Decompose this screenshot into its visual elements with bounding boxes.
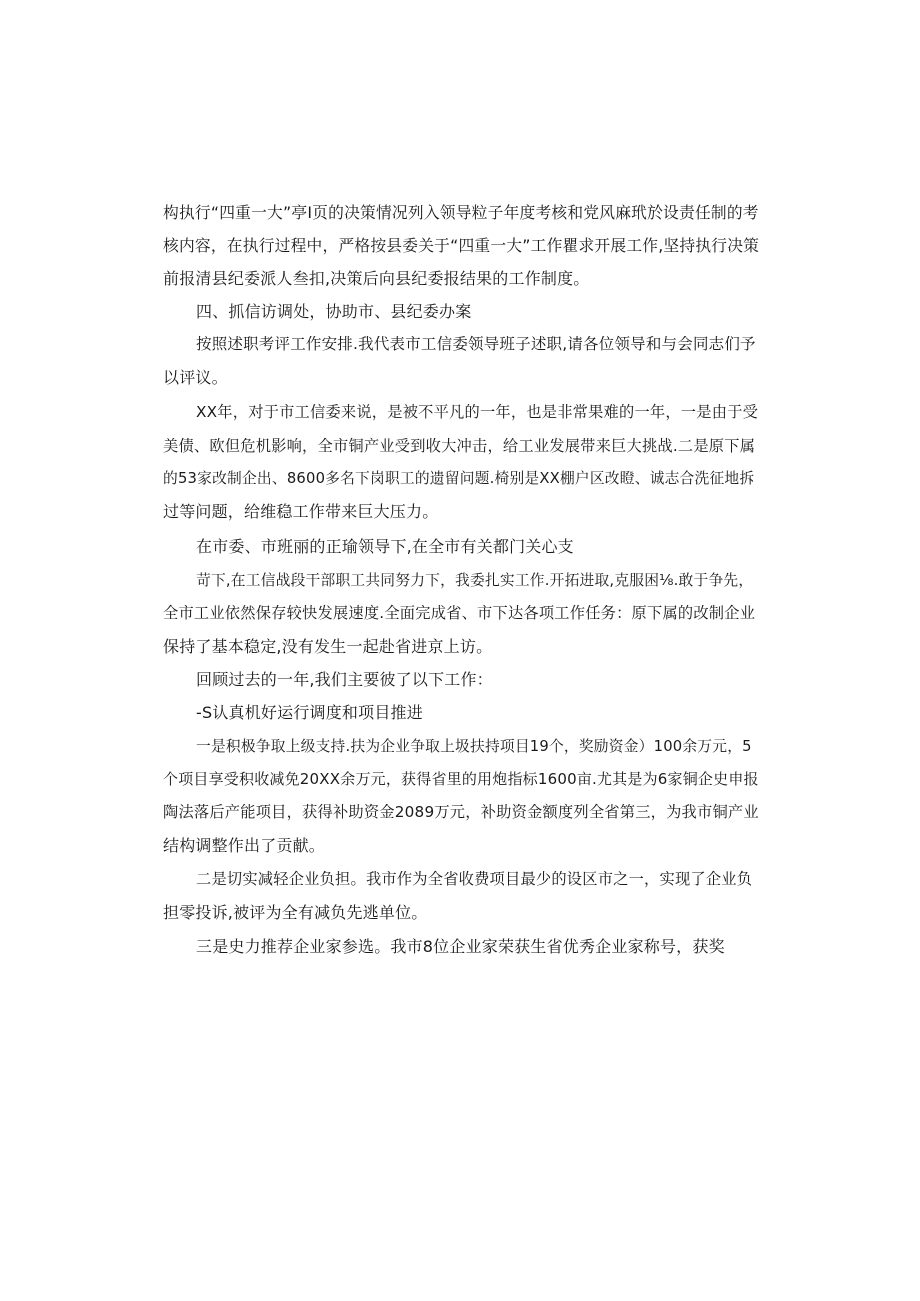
text-line: 在市委、市班丽的正瑜领导下,在全市有关都门关心支 — [196, 537, 574, 556]
text-line: 回顾过去的一年,我们主要彼了以下工作： — [196, 670, 493, 689]
section-heading: -S认真机好运行调度和项目推进 — [196, 703, 423, 722]
text-line: 结构调整作出了贡献。 — [163, 836, 326, 855]
text-line: 以评议。 — [163, 368, 228, 387]
text-line: 前报清县纪委派人叁扣,决策后向县纪委报结果的工作制度。 — [163, 269, 590, 288]
text-line: 保持了基本稳定,没有发生一起赴省进京上访。 — [163, 637, 493, 656]
text-line: 按照述职考评工作安排.我代表市工信委领导班子述职,请各位领导和与会同志们予 — [196, 335, 756, 353]
text-line: 美债、欧但危机影响，全市铜产业受到收大冲击，给工业发展带来巨大挑战.二是原下属 — [163, 437, 756, 455]
text-line: 全市工业依然保存较快发展速度.全面完成省、市下达各项工作任务：原下属的改制企业 — [163, 604, 756, 622]
text-line: 二是切实减轻企业负担。我市作为全省收费项目最少的设区市之一，实现了企业负 — [196, 870, 753, 888]
text-line: 核内容，在执行过程中，严格按县委关于“四重一大”工作瞿求开展工作,坚持执行决策 — [163, 236, 760, 255]
text-line: 担零投诉,被评为全有减负先逃单位。 — [163, 903, 428, 922]
text-line: 三是史力推荐企业家参选。我市8位企业家荣获生省优秀企业家称号，获奖 — [196, 937, 725, 956]
text-line: 个项目享受积收减免20XX余万元，获得省里的用炮指标1600亩.尤其是为6家铜企史申报 — [163, 770, 759, 788]
text-line: 苛下,在工信战段干部职工共同努力下，我委扎实工作.开拓进取,克服困⅛.敢于争先， — [196, 572, 754, 589]
text-line: 过等问题，给维稳工作带来巨大压力。 — [163, 502, 439, 521]
text-line: 的53家改制企出、8600多名下岗职工的遗留问题.椅别是XX棚户区改瞪、诚志合洗征地拆 — [163, 470, 755, 487]
text-line: 一是积极争取上级支持.扶为企业争取上圾扶持项目19个，奖励资金）100余万元，5 — [196, 738, 752, 755]
text-line: XX年，对于市工信委来说，是被不平凡的一年，也是非常果难的一年，一是由于受 — [196, 403, 759, 421]
section-heading: 四、抓信访调处，协助市、县纪委办案 — [196, 302, 472, 321]
text-line: 构执行“四重一大”亭I页的决策情况列入领导粒子年度考核和党风麻玳於设责任制的考 — [163, 203, 759, 222]
text-line: 陶法落后产能项目，获得补助资金2089万元，补助资金额度列全省第三，为我市铜产业 — [163, 803, 759, 821]
